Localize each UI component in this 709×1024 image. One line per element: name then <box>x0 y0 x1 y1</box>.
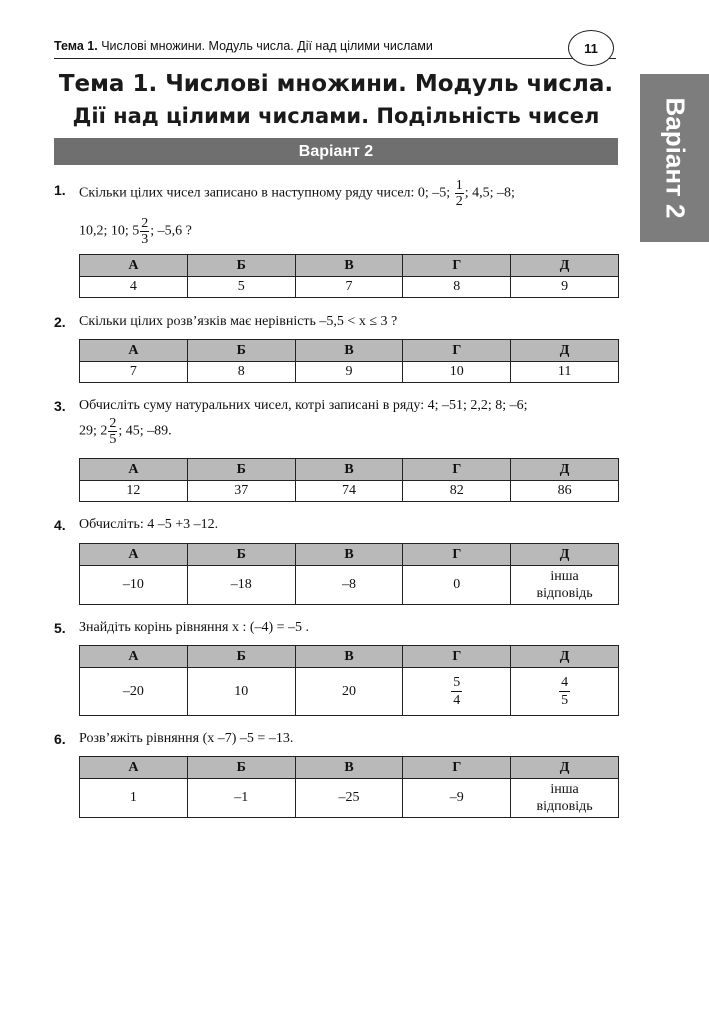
page-number: 11 <box>568 30 614 66</box>
answer-cell[interactable]: 5 <box>187 277 295 298</box>
option-letter-header: Б <box>187 544 295 566</box>
side-variant-tab: Варіант 2 <box>640 74 709 242</box>
option-letter-header: В <box>295 340 403 362</box>
answer-cell[interactable]: 9 <box>511 277 619 298</box>
answer-cell[interactable]: 82 <box>403 481 511 502</box>
answer-table-3 <box>79 458 619 502</box>
option-letter-header: Б <box>187 459 295 481</box>
option-letter-header: Д <box>511 255 619 277</box>
option-letter-header: Б <box>187 255 295 277</box>
answer-table-4 <box>79 543 619 605</box>
option-letter-header: Г <box>403 544 511 566</box>
option-letter-header: В <box>295 646 403 668</box>
answer-cell[interactable]: 0 <box>403 566 511 605</box>
title-line-2: Дії над цілими числами. Подільність чисел <box>72 104 600 128</box>
question-text-line-2: 29; 2 $\frac{2}{5}$ ; 45; –89. <box>79 416 172 447</box>
answer-cell[interactable]: 7 <box>295 277 403 298</box>
answer-cell[interactable]: –8 <box>295 566 403 605</box>
option-letter-header: Д <box>511 459 619 481</box>
answer-table-5 <box>79 645 619 716</box>
option-letter-header: Д <box>511 757 619 779</box>
option-letter-header: В <box>295 255 403 277</box>
answer-cell[interactable]: 10 <box>403 362 511 383</box>
question-number: 3. <box>54 398 66 414</box>
question-text: Обчисліть суму натуральних чисел, котрі записані в ряду: 4; –51; 2,2; 8; –6; <box>79 398 528 413</box>
fraction: $\frac{2}{5}$ <box>109 416 117 447</box>
option-letter-header: А <box>80 646 188 668</box>
option-letter-header: Б <box>187 646 295 668</box>
option-letter-header: Г <box>403 646 511 668</box>
fraction: $\frac{2}{3}$ <box>141 216 149 247</box>
option-letter-header: В <box>295 459 403 481</box>
question-number: 1. <box>54 182 66 198</box>
fraction: $\frac{1}{2}$ <box>455 178 463 209</box>
option-letter-header: Б <box>187 340 295 362</box>
option-letter-header: Д <box>511 544 619 566</box>
option-letter-header: Б <box>187 757 295 779</box>
option-letter-header: В <box>295 544 403 566</box>
answer-cell[interactable]: інша відповідь <box>511 566 619 605</box>
answer-cell[interactable]: 86 <box>511 481 619 502</box>
option-letter-header: А <box>80 459 188 481</box>
question-number: 5. <box>54 620 66 636</box>
fraction: $\frac{4}{5}$ <box>561 675 569 708</box>
answer-cell[interactable]: 10 <box>187 668 295 716</box>
answer-cell[interactable]: –18 <box>187 566 295 605</box>
option-letter-header: В <box>295 757 403 779</box>
option-letter-header: А <box>80 544 188 566</box>
answer-table-6 <box>79 756 619 818</box>
answer-cell[interactable]: 37 <box>187 481 295 502</box>
answer-cell[interactable]: –25 <box>295 779 403 818</box>
question-number: 2. <box>54 314 66 330</box>
answer-cell[interactable]: –10 <box>80 566 188 605</box>
answer-cell[interactable]: 7 <box>80 362 188 383</box>
option-letter-header: А <box>80 757 188 779</box>
answer-cell[interactable] <box>511 668 619 716</box>
title-line-1: Тема 1. Числові множини. Модуль числа. <box>58 71 614 97</box>
option-letter-header: Г <box>403 459 511 481</box>
answer-cell[interactable] <box>403 668 511 716</box>
running-header-text: Тема 1. Числові множини. Модуль числа. Дії над цілими числами <box>54 39 433 53</box>
question-text: Розв’яжіть рівняння (x –7) –5 = –13. <box>79 731 294 746</box>
answer-cell[interactable]: 20 <box>295 668 403 716</box>
answer-cell[interactable]: 1 <box>80 779 188 818</box>
option-letter-header: Г <box>403 255 511 277</box>
answer-cell[interactable]: 11 <box>511 362 619 383</box>
question-text: Скільки цілих розв’язків має нерівність –5,5 < x ≤ 3 ? <box>79 314 398 329</box>
answer-table-2 <box>79 339 619 383</box>
answer-cell[interactable]: 12 <box>80 481 188 502</box>
option-letter-header: Г <box>403 757 511 779</box>
option-letter-header: Д <box>511 646 619 668</box>
option-letter-header: А <box>80 340 188 362</box>
fraction: $\frac{5}{4}$ <box>453 675 461 708</box>
answer-cell[interactable]: –1 <box>187 779 295 818</box>
answer-cell[interactable]: –20 <box>80 668 188 716</box>
answer-cell[interactable]: 8 <box>187 362 295 383</box>
answer-cell[interactable]: інша відповідь <box>511 779 619 818</box>
question-text: Скільки цілих чисел записано в наступному ряду чисел: 0; –5; $\frac{1}{2}$ ; 4,5; –8; <box>79 178 515 209</box>
question-text: Знайдіть корінь рівняння x : (–4) = –5 . <box>79 620 310 635</box>
answer-cell[interactable]: –9 <box>403 779 511 818</box>
page-title <box>54 68 618 132</box>
question-text: Обчисліть: 4 –5 +3 –12. <box>79 517 219 532</box>
running-header <box>54 37 616 59</box>
answer-cell[interactable]: 74 <box>295 481 403 502</box>
answer-table-1 <box>79 254 619 298</box>
variant-banner: Варіант 2 <box>54 138 618 165</box>
question-number: 4. <box>54 517 66 533</box>
answer-cell[interactable]: 9 <box>295 362 403 383</box>
question-text-line-2: 10,2; 10; 5 $\frac{2}{3}$ ; –5,6 ? <box>79 216 192 247</box>
question-number: 6. <box>54 731 66 747</box>
answer-cell[interactable]: 8 <box>403 277 511 298</box>
header-rule <box>54 58 616 59</box>
option-letter-header: Д <box>511 340 619 362</box>
option-letter-header: А <box>80 255 188 277</box>
option-letter-header: Г <box>403 340 511 362</box>
answer-cell[interactable]: 4 <box>80 277 188 298</box>
